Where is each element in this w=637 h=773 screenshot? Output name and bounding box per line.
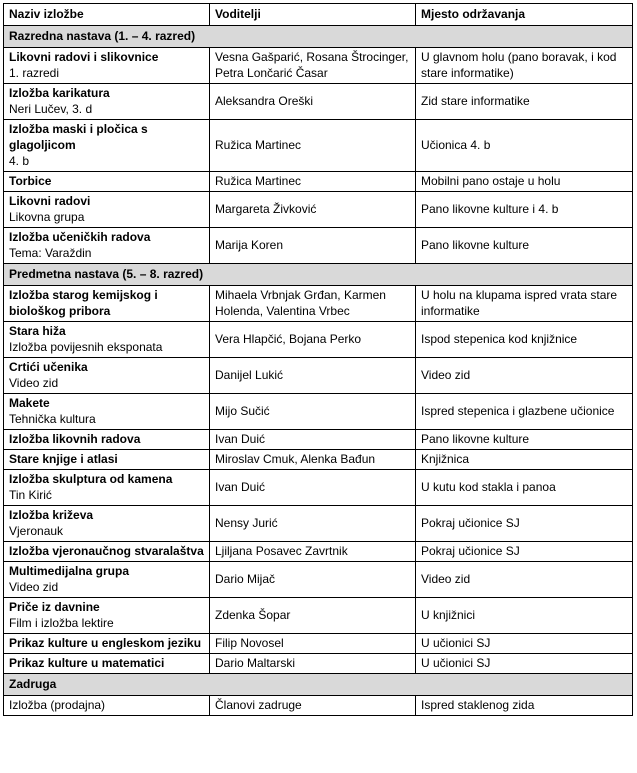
place-cell: Pokraj učionice SJ <box>416 542 633 562</box>
exhibition-title: Torbice <box>9 174 52 188</box>
section-row <box>4 674 633 696</box>
exhibition-subtitle: Vjeronauk <box>9 524 64 538</box>
leaders-cell: Mihaela Vrbnjak Grđan, Karmen Holenda, Valentina Vrbec <box>210 286 416 322</box>
exhibition-subtitle: 1. razredi <box>9 66 60 80</box>
leaders-cell: Margareta Živković <box>210 192 416 228</box>
place-cell: U učionici SJ <box>416 634 633 654</box>
exhibition-title: Izložba maski i pločica s glagoljicom <box>9 122 148 152</box>
leaders-cell: Nensy Jurić <box>210 506 416 542</box>
exhibition-name-cell <box>4 286 210 322</box>
table-row <box>4 470 633 506</box>
exhibition-title: Izložba vjeronaučnog stvaralaštva <box>9 544 204 558</box>
place-cell: Mobilni pano ostaje u holu <box>416 172 633 192</box>
exhibition-title: Izložba karikatura <box>9 86 110 100</box>
exhibition-title: Stare knjige i atlasi <box>9 452 118 466</box>
exhibition-name-cell <box>4 654 210 674</box>
table-row <box>4 48 633 84</box>
exhibition-subtitle: Video zid <box>9 376 59 390</box>
exhibition-subtitle: Likovna grupa <box>9 210 85 224</box>
exhibition-title: Izložba križeva <box>9 508 94 522</box>
leaders-cell: Miroslav Cmuk, Alenka Bađun <box>210 450 416 470</box>
exhibition-name-cell <box>4 48 210 84</box>
place-cell: Učionica 4. b <box>416 120 633 172</box>
exhibition-title: Multimedijalna grupa <box>9 564 130 578</box>
leaders-cell: Danijel Lukić <box>210 358 416 394</box>
exhibition-title: Izložba učeničkih radova <box>9 230 151 244</box>
exhibition-name-cell <box>4 696 210 716</box>
place-cell: U učionici SJ <box>416 654 633 674</box>
exhibition-title: Stara hiža <box>9 324 66 338</box>
header-leaders: Voditelji <box>210 4 416 26</box>
section-title: Predmetna nastava (5. – 8. razred) <box>4 264 633 286</box>
exhibition-subtitle: Izložba (prodajna) <box>9 698 106 712</box>
place-cell: U holu na klupama ispred vrata stare informatike <box>416 286 633 322</box>
leaders-cell: Dario Maltarski <box>210 654 416 674</box>
exhibition-title: Makete <box>9 396 50 410</box>
exhibition-name-cell <box>4 430 210 450</box>
table-row <box>4 172 633 192</box>
exhibition-title: Izložba skulptura od kamena <box>9 472 173 486</box>
leaders-cell: Vera Hlapčić, Bojana Perko <box>210 322 416 358</box>
table-row <box>4 598 633 634</box>
place-cell: U glavnom holu (pano boravak, i kod stare informatike) <box>416 48 633 84</box>
leaders-cell: Ljiljana Posavec Zavrtnik <box>210 542 416 562</box>
section-title: Razredna nastava (1. – 4. razred) <box>4 26 633 48</box>
leaders-cell: Dario Mijač <box>210 562 416 598</box>
place-cell: Video zid <box>416 358 633 394</box>
exhibition-subtitle: Film i izložba lektire <box>9 616 114 630</box>
place-cell: U knjižnici <box>416 598 633 634</box>
exhibition-subtitle: Video zid <box>9 580 59 594</box>
exhibition-table <box>3 3 633 716</box>
exhibition-subtitle: Tehnička kultura <box>9 412 96 426</box>
exhibition-subtitle: 4. b <box>9 154 30 168</box>
place-cell: Ispred stepenica i glazbene učionice <box>416 394 633 430</box>
exhibition-subtitle: Neri Lučev, 3. d <box>9 102 93 116</box>
table-row <box>4 84 633 120</box>
section-row <box>4 264 633 286</box>
leaders-cell: Marija Koren <box>210 228 416 264</box>
table-row <box>4 192 633 228</box>
place-cell: Pano likovne kulture <box>416 430 633 450</box>
exhibition-name-cell <box>4 542 210 562</box>
place-cell: Pano likovne kulture <box>416 228 633 264</box>
place-cell: Video zid <box>416 562 633 598</box>
section-row <box>4 26 633 48</box>
exhibition-name-cell <box>4 192 210 228</box>
exhibition-subtitle: Tema: Varaždin <box>9 246 92 260</box>
exhibition-name-cell <box>4 84 210 120</box>
exhibition-name-cell <box>4 120 210 172</box>
table-row <box>4 654 633 674</box>
leaders-cell: Ružica Martinec <box>210 120 416 172</box>
exhibition-title: Prikaz kulture u matematici <box>9 656 165 670</box>
exhibition-title: Priče iz davnine <box>9 600 100 614</box>
table-row <box>4 506 633 542</box>
exhibition-name-cell <box>4 172 210 192</box>
exhibition-title: Izložba starog kemijskog i biološkog pribora <box>9 288 158 318</box>
exhibition-title: Izložba likovnih radova <box>9 432 141 446</box>
table-row <box>4 286 633 322</box>
table-body <box>4 26 633 716</box>
table-row <box>4 430 633 450</box>
exhibition-name-cell <box>4 322 210 358</box>
leaders-cell: Ivan Duić <box>210 430 416 450</box>
exhibition-name-cell <box>4 228 210 264</box>
place-cell: Pokraj učionice SJ <box>416 506 633 542</box>
leaders-cell: Mijo Sučić <box>210 394 416 430</box>
leaders-cell: Ružica Martinec <box>210 172 416 192</box>
table-row <box>4 394 633 430</box>
exhibition-name-cell <box>4 598 210 634</box>
place-cell: U kutu kod stakla i panoa <box>416 470 633 506</box>
leaders-cell: Zdenka Šopar <box>210 598 416 634</box>
table-row <box>4 634 633 654</box>
table-row <box>4 450 633 470</box>
exhibition-name-cell <box>4 394 210 430</box>
exhibition-name-cell <box>4 470 210 506</box>
exhibition-name-cell <box>4 450 210 470</box>
leaders-cell: Članovi zadruge <box>210 696 416 716</box>
exhibition-title: Crtići učenika <box>9 360 88 374</box>
table-row <box>4 542 633 562</box>
leaders-cell: Ivan Duić <box>210 470 416 506</box>
exhibition-subtitle: Tin Kirić <box>9 488 52 502</box>
place-cell: Ispred staklenog zida <box>416 696 633 716</box>
section-title: Zadruga <box>4 674 633 696</box>
header-place: Mjesto održavanja <box>416 4 633 26</box>
place-cell: Ispod stepenica kod knjižnice <box>416 322 633 358</box>
exhibition-title: Likovni radovi <box>9 194 91 208</box>
exhibition-name-cell <box>4 634 210 654</box>
leaders-cell: Vesna Gašparić, Rosana Štrocinger, Petra Lončarić Časar <box>210 48 416 84</box>
place-cell: Knjižnica <box>416 450 633 470</box>
leaders-cell: Filip Novosel <box>210 634 416 654</box>
table-row <box>4 228 633 264</box>
table-row <box>4 322 633 358</box>
exhibition-name-cell <box>4 562 210 598</box>
exhibition-name-cell <box>4 358 210 394</box>
table-row <box>4 358 633 394</box>
place-cell: Pano likovne kulture i 4. b <box>416 192 633 228</box>
exhibition-subtitle: Izložba povijesnih eksponata <box>9 340 163 354</box>
header-row <box>4 4 633 26</box>
header-name: Naziv izložbe <box>4 4 210 26</box>
table-row <box>4 120 633 172</box>
leaders-cell: Aleksandra Oreški <box>210 84 416 120</box>
table-row <box>4 696 633 716</box>
place-cell: Zid stare informatike <box>416 84 633 120</box>
table-row <box>4 562 633 598</box>
exhibition-title: Prikaz kulture u engleskom jeziku <box>9 636 202 650</box>
exhibition-title: Likovni radovi i slikovnice <box>9 50 159 64</box>
exhibition-name-cell <box>4 506 210 542</box>
